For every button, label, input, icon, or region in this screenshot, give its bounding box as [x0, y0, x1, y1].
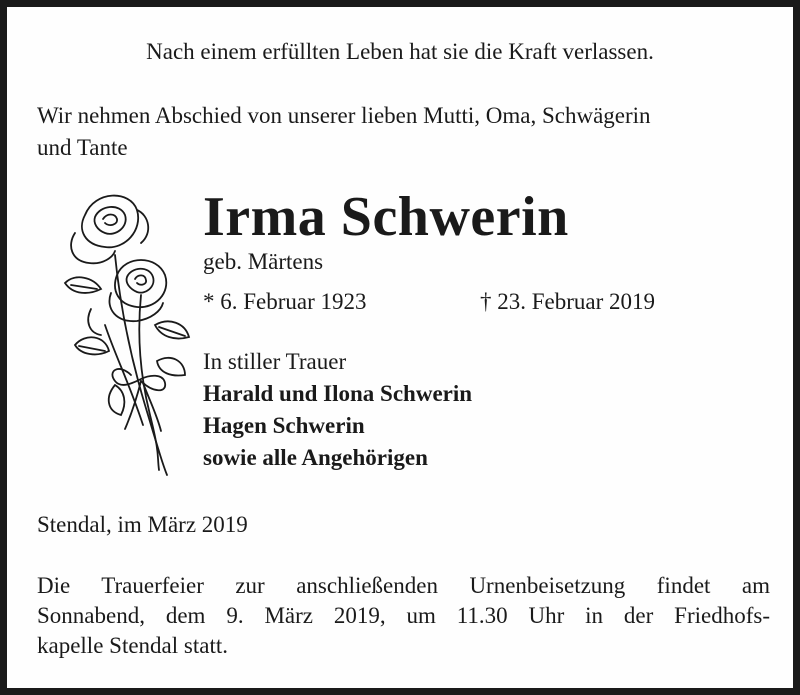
mourner-1: Harald und Ilona Schwerin: [203, 381, 473, 406]
birth-date: * 6. Februar 1923: [203, 289, 367, 314]
mourner-2: Hagen Schwerin: [203, 413, 365, 438]
roses-illustration-icon: [45, 185, 193, 487]
deceased-name: Irma Schwerin: [203, 186, 569, 248]
mourner-3: sowie alle Angehörigen: [203, 445, 428, 470]
intro-line-2: und Tante: [37, 135, 128, 160]
death-date: † 23. Februar 2019: [480, 289, 656, 314]
funeral-line-3: kapelle Stendal statt.: [37, 633, 228, 658]
maiden-name: geb. Märtens: [203, 249, 324, 274]
motto: Nach einem erfüllten Leben hat sie die Kraft verlassen.: [146, 39, 654, 64]
intro-line-1: Wir nehmen Abschied von unserer lieben Mutti, Oma, Schwägerin: [37, 103, 651, 128]
funeral-info: [37, 571, 770, 661]
funeral-line-2: Sonnabend, dem 9. März 2019, um 11.30 Uhr in der Friedhofs-: [37, 603, 770, 628]
place-date: Stendal, im März 2019: [37, 512, 248, 537]
mourning-line: In stiller Trauer: [203, 349, 347, 374]
funeral-line-1: Die Trauerfeier zur anschließenden Urnenbeisetzung findet am: [37, 573, 770, 598]
